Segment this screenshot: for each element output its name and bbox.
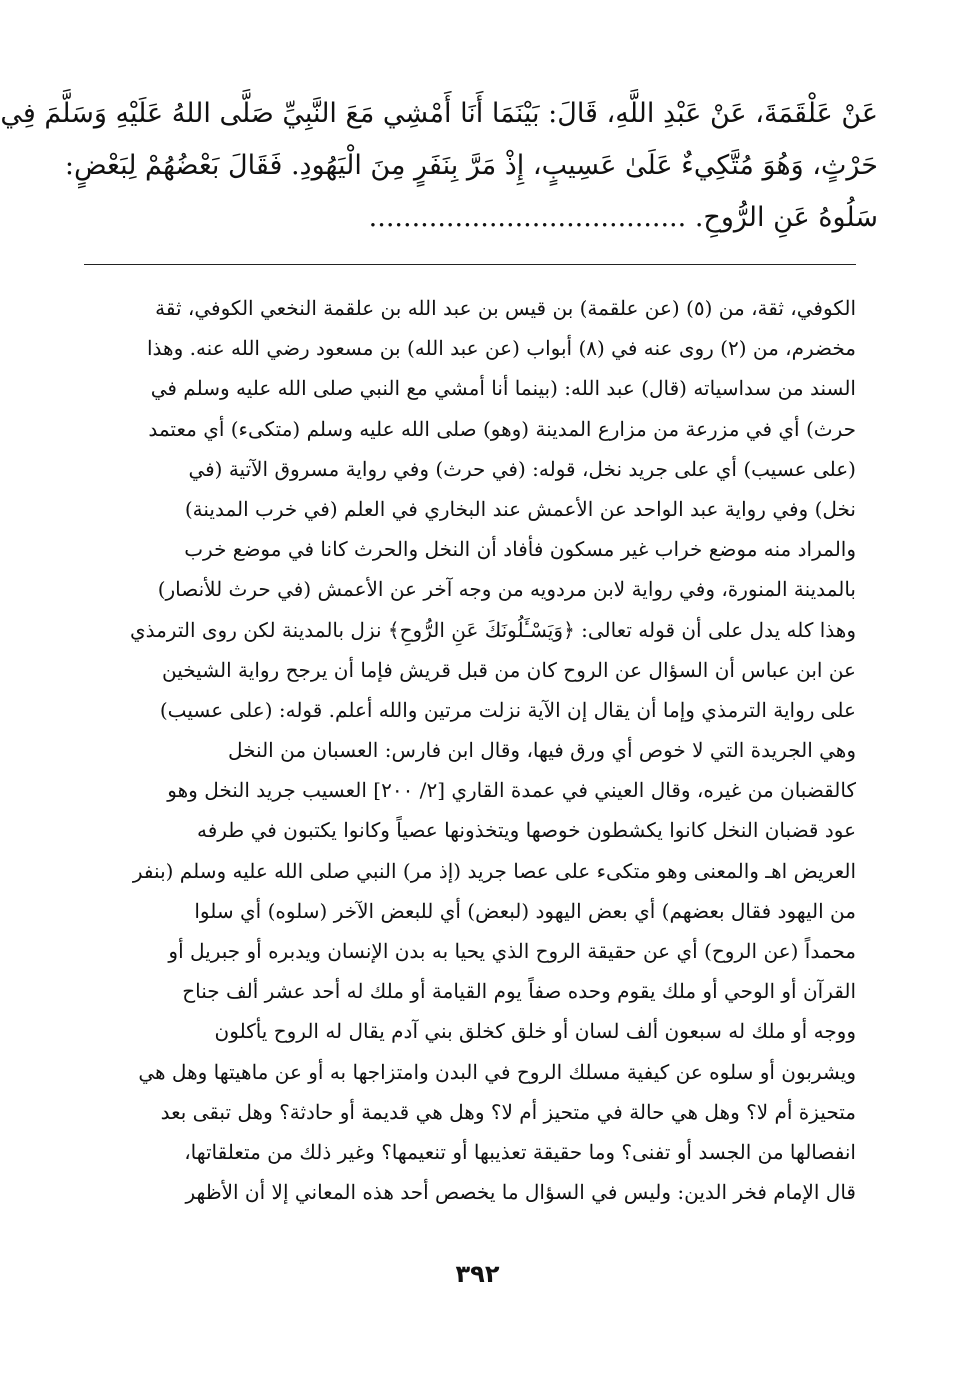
commentary-line: الكوفي، ثقة، من (٥) (عن علقمة) بن قيس بن عبد الله بن علقمة النخعي الكوفي، ثقة bbox=[155, 296, 856, 320]
commentary-line: من اليهود فقال بعضهم) أي بعض اليهود (لبعض) أي للبعض الآخر (سلوه) أي سلوا bbox=[194, 898, 856, 923]
hadith-line: حَرْثٍ، وَهُوَ مُتَّكِيءٌ عَلَىٰ عَسِيبٍ، إِذْ مَرَّ بِنَفَرٍ مِنَ الْيَهُودِ. فَقَالَ بَعْضُهُمْ لِبَعْضٍ: bbox=[64, 150, 878, 181]
commentary-line: والمراد منه موضع خراب غير مسكون فأفاد أن النخل والحرث كانا في موضع خرب bbox=[184, 537, 856, 562]
footnote-divider bbox=[84, 264, 856, 265]
commentary-line: ويشربون أو سلوه عن كيفية مسلك الروح في البدن وامتزاجها به أو عن ماهيتها وهل هي bbox=[138, 1059, 856, 1084]
commentary-line: نخل) وفي رواية عبد الواحد عن الأعمش عند البخاري في العلم (في خرب المدينة) bbox=[184, 496, 856, 521]
commentary-line: السند من سداسياته (قال) عبد الله: (بينما أنا أمشي مع النبي صلى الله عليه وسلم في bbox=[150, 376, 856, 401]
dotted-leader: ..................................... bbox=[368, 202, 687, 233]
hadith-text bbox=[0, 88, 878, 244]
commentary-line: بالمدينة المنورة، وفي رواية لابن مردويه من وجه آخر عن الأعمش (في حرث للأنصار) bbox=[157, 577, 856, 602]
commentary-line: محمداً (عن الروح) أي عن حقيقة الروح الذي يحيا به بدن الإنسان ويدبره أو جبريل أو bbox=[168, 939, 856, 963]
hadith-line-text: سَلُوهُ عَنِ الرُّوحِ. bbox=[694, 202, 878, 233]
commentary-line: (على عسيب) أي على جريد نخل، قوله: (في حرث) وفي رواية مسروق الآتية (في bbox=[188, 456, 856, 481]
commentary-line: القرآن أو الوحي أو ملك يقوم وحده صفاً يوم القيامة أو ملك له أحد عشر ألف جناح bbox=[182, 979, 856, 1004]
commentary-line: متحيزة أم لا؟ وهل هي حالة في متحيز أم لا؟ وهل هي قديمة أو حادثة؟ وهل تبقى بعد bbox=[160, 1099, 856, 1124]
commentary-line: كالقضبان من غيره، وقال العيني في عمدة القاري [٢/ ٢٠٠] العسيب جريد النخل وهو bbox=[167, 778, 856, 803]
commentary-line: عن ابن عباس أن السؤال عن الروح كان من قبل قريش فإما أن يرجح رواية الشيخين bbox=[162, 657, 856, 682]
commentary-line: عود قضبان النخل كانوا يكشطون خوصها ويتخذونها عصياً وكانوا يكتبون في طرفه bbox=[196, 818, 856, 843]
commentary-line: قال الإمام فخر الدين: وليس في السؤال ما يخصص أحد هذه المعاني إلا أن الأظهر bbox=[185, 1180, 856, 1205]
commentary-line: وهي الجريدة التي لا خوص أي ورق فيها، وقال ابن فارس: العسبان من النخل bbox=[228, 738, 856, 763]
commentary-line: حرث) أي في مزرعة من مزارع المدينة (وهو) صلى الله عليه وسلم (متكىء) أي معتمد bbox=[148, 416, 856, 441]
commentary-line: على رواية الترمذي وإما أن يقال إن الآية نزلت مرتين والله أعلم. قوله: (على عسيب) bbox=[159, 697, 856, 722]
commentary-line: وهذا كله يدل على أن قوله تعالى: ﴿وَيَسْـَٔلُونَكَ عَنِ الرُّوحِ﴾ نزل بالمدينة لكن روى الترمذي bbox=[129, 617, 856, 642]
hadith-line bbox=[78, 192, 878, 244]
page-number: ٣٩٢ bbox=[455, 1260, 500, 1288]
commentary-line: انفصالها من الجسد أو تفنى؟ وما حقيقة تعذيبها أو تنعيمها؟ وغير ذلك من متعلقاتها، bbox=[184, 1139, 856, 1164]
commentary-text bbox=[76, 288, 856, 1212]
commentary-line: العريض اهـ والمعنى وهو متكىء على عصا جريد (إذ مر) النبي صلى الله عليه وسلم (بنفر bbox=[132, 858, 856, 883]
commentary-line: ووجه أو ملك له سبعون ألف لسان أو خلق كخلق بني آدم يقال له الروح يأكلون bbox=[214, 1019, 856, 1044]
commentary-line: مخضرم، من (٢) روى عنه في (٨) أبواب (عن عبد الله) بن مسعود رضي الله عنه. وهذا bbox=[146, 336, 856, 361]
hadith-line: عَنْ عَلْقَمَةَ، عَنْ عَبْدِ اللَّهِ، قَالَ: بَيْنَمَا أَنَا أَمْشِي مَعَ النَّبِيِّ صَلَّى اللهُ عَلَيْهِ وَسَلَّمَ فِي bbox=[0, 98, 878, 129]
